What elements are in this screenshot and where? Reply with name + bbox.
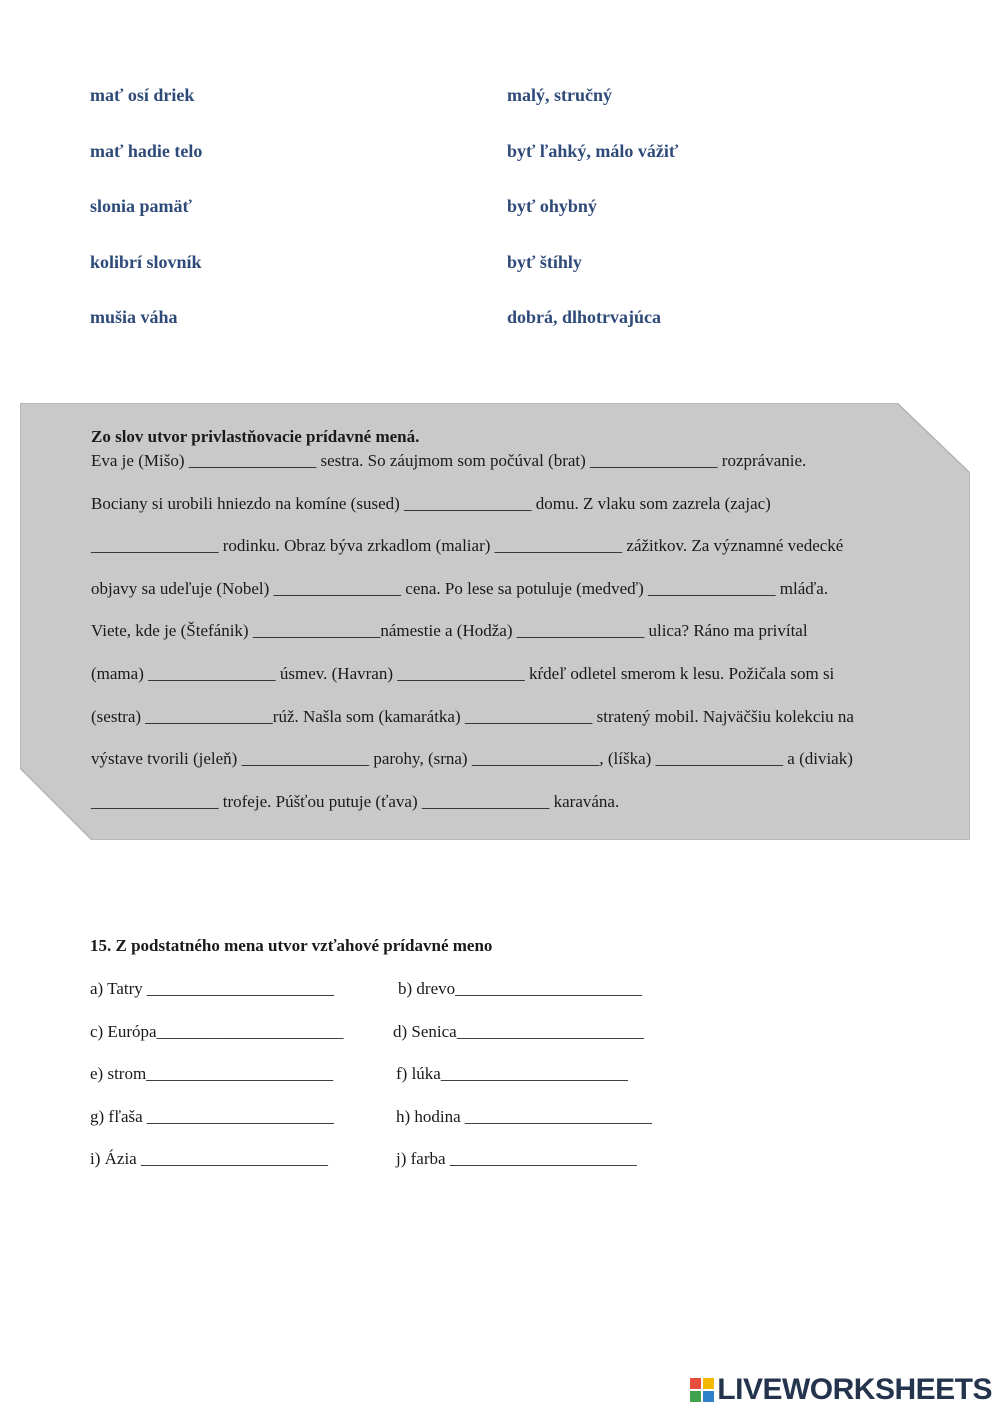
logo-square [690, 1391, 701, 1402]
liveworksheets-brand [690, 1373, 992, 1407]
liveworksheets-logo-icon [690, 1378, 714, 1402]
exercise-item: j) farba ______________________ [396, 1149, 637, 1169]
exercise-row [90, 1147, 637, 1190]
meaning-item: byť štíhly [507, 251, 582, 272]
exercise-line: (sestra) _______________rúž. Našla som (kamarátka) _______________ stratený mobil. Najväčšiu kolekciu na [91, 706, 854, 726]
logo-square [690, 1378, 701, 1389]
exercise-item: g) fľaša ______________________ [90, 1106, 334, 1126]
matching-right-column [507, 83, 678, 361]
exercise-line: (mama) _______________ úsmev. (Havran) _______________ kŕdeľ odletel smerom k lesu. Požičala som si [91, 663, 835, 683]
exercise-line: _______________ trofeje. Púšťou putuje (ťava) _______________ karavána. [91, 791, 620, 811]
idiom-item: slonia pamäť [90, 196, 192, 216]
logo-square [703, 1378, 714, 1389]
exercise-item: a) Tatry ______________________ [90, 979, 335, 998]
exercise-row [90, 977, 643, 1020]
exercise-item: i) Ázia ______________________ [90, 1149, 328, 1169]
exercise-item: b) drevo______________________ [398, 979, 643, 998]
idiom-item: mušia váha [90, 307, 178, 327]
exercise-title: Zo slov utvor privlastňovacie prídavné mená. [91, 427, 420, 446]
exercise-line: objavy sa udeľuje (Nobel) _______________ cena. Po lese sa potuluje (medveď) _______________ mláďa. [91, 578, 829, 598]
exercise-line: výstave tvorili (jeleň) _______________ parohy, (srna) _______________, (líška) _______________ a (diviak) [91, 749, 853, 769]
exercise-line: Viete, kde je (Štefánik) _______________námestie a (Hodža) _______________ ulica? Ráno ma privítal [91, 621, 808, 641]
exercise-row [90, 1062, 628, 1105]
exercise-row [90, 1105, 652, 1148]
idiom-item: kolibrí slovník [90, 251, 202, 272]
section-title: 15. Z podstatného mena utvor vzťahové prídavné meno [90, 936, 493, 955]
meaning-item: malý, stručný [507, 85, 612, 105]
exercise-row [90, 1020, 644, 1063]
meaning-item: byť ohybný [507, 196, 597, 216]
idiom-item: mať osí driek [90, 85, 195, 105]
meaning-item: dobrá, dlhotrvajúca [507, 307, 662, 327]
matching-left-column [90, 83, 202, 361]
idiom-item: mať hadie telo [90, 140, 203, 161]
exercise-item: d) Senica______________________ [393, 1021, 644, 1041]
exercise-item: c) Európa______________________ [90, 1021, 344, 1041]
exercise-content [91, 425, 931, 832]
exercise-item: h) hodina ______________________ [396, 1106, 652, 1126]
exercise-item: e) strom______________________ [90, 1064, 334, 1084]
brand-name: LIVEWORKSHEETS [717, 1373, 992, 1406]
meaning-item: byť ľahký, málo vážiť [507, 140, 679, 161]
exercise-line: Eva je (Mišo) _______________ sestra. So záujmom som počúval (brat) _______________ rozprávanie. [91, 451, 807, 470]
exercise-line: Bociany si urobili hniezdo na komíne (sused) _______________ domu. Z vlaku som zazrela (zajac) [91, 493, 771, 513]
logo-square [703, 1391, 714, 1402]
relational-adjectives-exercise [90, 934, 652, 1190]
exercise-line: _______________ rodinku. Obraz býva zrkadlom (maliar) _______________ zážitkov. Za významné vedecké [91, 536, 844, 556]
possessive-adjectives-exercise [20, 403, 970, 840]
exercise-item: f) lúka______________________ [396, 1064, 628, 1084]
